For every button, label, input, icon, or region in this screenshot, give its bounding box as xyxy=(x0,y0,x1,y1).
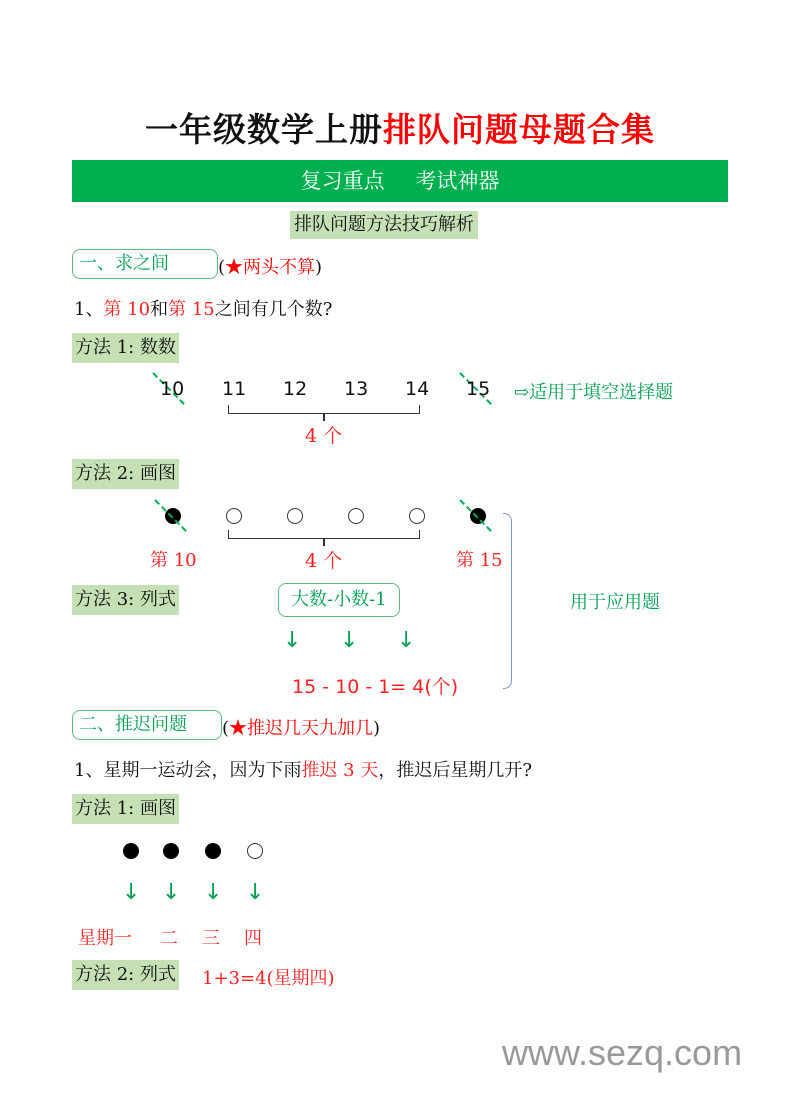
empty-dot xyxy=(409,508,425,524)
down-arrow-icon: ↓ xyxy=(122,880,141,905)
section2-note-text: ★推迟几天九加几 xyxy=(229,718,374,739)
watermark: www.sezq.com xyxy=(502,1032,743,1073)
section2-label: 二、推迟问题 xyxy=(72,710,222,740)
day-monday: 星期一 xyxy=(78,928,132,949)
section2-note: (★推迟几天九加几) xyxy=(222,718,381,739)
section1-note: (★两头不算) xyxy=(218,257,323,278)
brace-label: 用于应用题 xyxy=(570,592,660,613)
s2-method2-result: 1+3=4(星期四) xyxy=(202,968,335,989)
down-arrow-icon: ↓ xyxy=(246,880,265,905)
section1-question: 1、第 10和第 15之间有几个数? xyxy=(74,299,333,320)
section1-label: 一、求之间 xyxy=(72,249,218,279)
down-arrow-icon: ↓ xyxy=(283,628,302,653)
title-black: 一年级数学上册 xyxy=(145,110,383,149)
strike-dot-15 xyxy=(459,499,492,532)
s2-method1-label: 方法 1: 画图 xyxy=(72,794,179,824)
method2-count: 4 个 xyxy=(305,550,343,572)
number-15: 15 xyxy=(466,378,491,400)
filled-dot xyxy=(123,843,139,859)
down-arrow-icon: ↓ xyxy=(204,880,223,905)
down-arrow-icon: ↓ xyxy=(397,628,416,653)
label-15: 第 15 xyxy=(456,550,503,571)
section2-question: 1、星期一运动会，因为下雨推迟 3 天，推迟后星期几开? xyxy=(74,760,533,781)
section1-note-text: ★两头不算 xyxy=(225,257,316,278)
bracket-tick xyxy=(323,538,325,546)
empty-dot xyxy=(247,843,263,859)
banner-left: 复习重点 xyxy=(300,169,385,193)
day-wednesday: 三 xyxy=(202,928,220,949)
method1-label: 方法 1: 数数 xyxy=(72,333,179,363)
brace xyxy=(503,513,512,689)
number-12: 12 xyxy=(283,378,308,400)
day-tuesday: 二 xyxy=(160,928,178,949)
page-title xyxy=(0,104,800,151)
filled-dot xyxy=(163,843,179,859)
label-10: 第 10 xyxy=(150,550,197,571)
bracket-tick xyxy=(323,413,325,421)
method3-label: 方法 3: 列式 xyxy=(72,585,179,615)
number-10: 10 xyxy=(160,378,185,400)
down-arrow-icon: ↓ xyxy=(162,880,181,905)
day-thursday: 四 xyxy=(244,928,262,949)
banner-right: 考试神器 xyxy=(415,169,500,193)
number-11: 11 xyxy=(222,378,247,400)
number-14: 14 xyxy=(405,378,430,400)
empty-dot xyxy=(226,508,242,524)
empty-dot xyxy=(348,508,364,524)
number-13: 13 xyxy=(344,378,369,400)
strike-dot-10 xyxy=(154,499,187,532)
subtitle: 排队问题方法技巧解析 xyxy=(290,211,478,239)
method2-label: 方法 2: 画图 xyxy=(72,459,179,489)
banner xyxy=(72,160,728,202)
down-arrow-icon: ↓ xyxy=(340,628,359,653)
s2-method2-label: 方法 2: 列式 xyxy=(72,960,179,990)
method3-result: 15 - 10 - 1= 4(个) xyxy=(292,676,459,698)
formula-box: 大数-小数-1 xyxy=(278,583,400,617)
empty-dot xyxy=(287,508,303,524)
filled-dot xyxy=(205,843,221,859)
method1-hint: ⇨适用于填空选择题 xyxy=(514,382,674,403)
title-red: 排队问题母题合集 xyxy=(383,110,655,149)
method1-count: 4 个 xyxy=(305,425,343,447)
